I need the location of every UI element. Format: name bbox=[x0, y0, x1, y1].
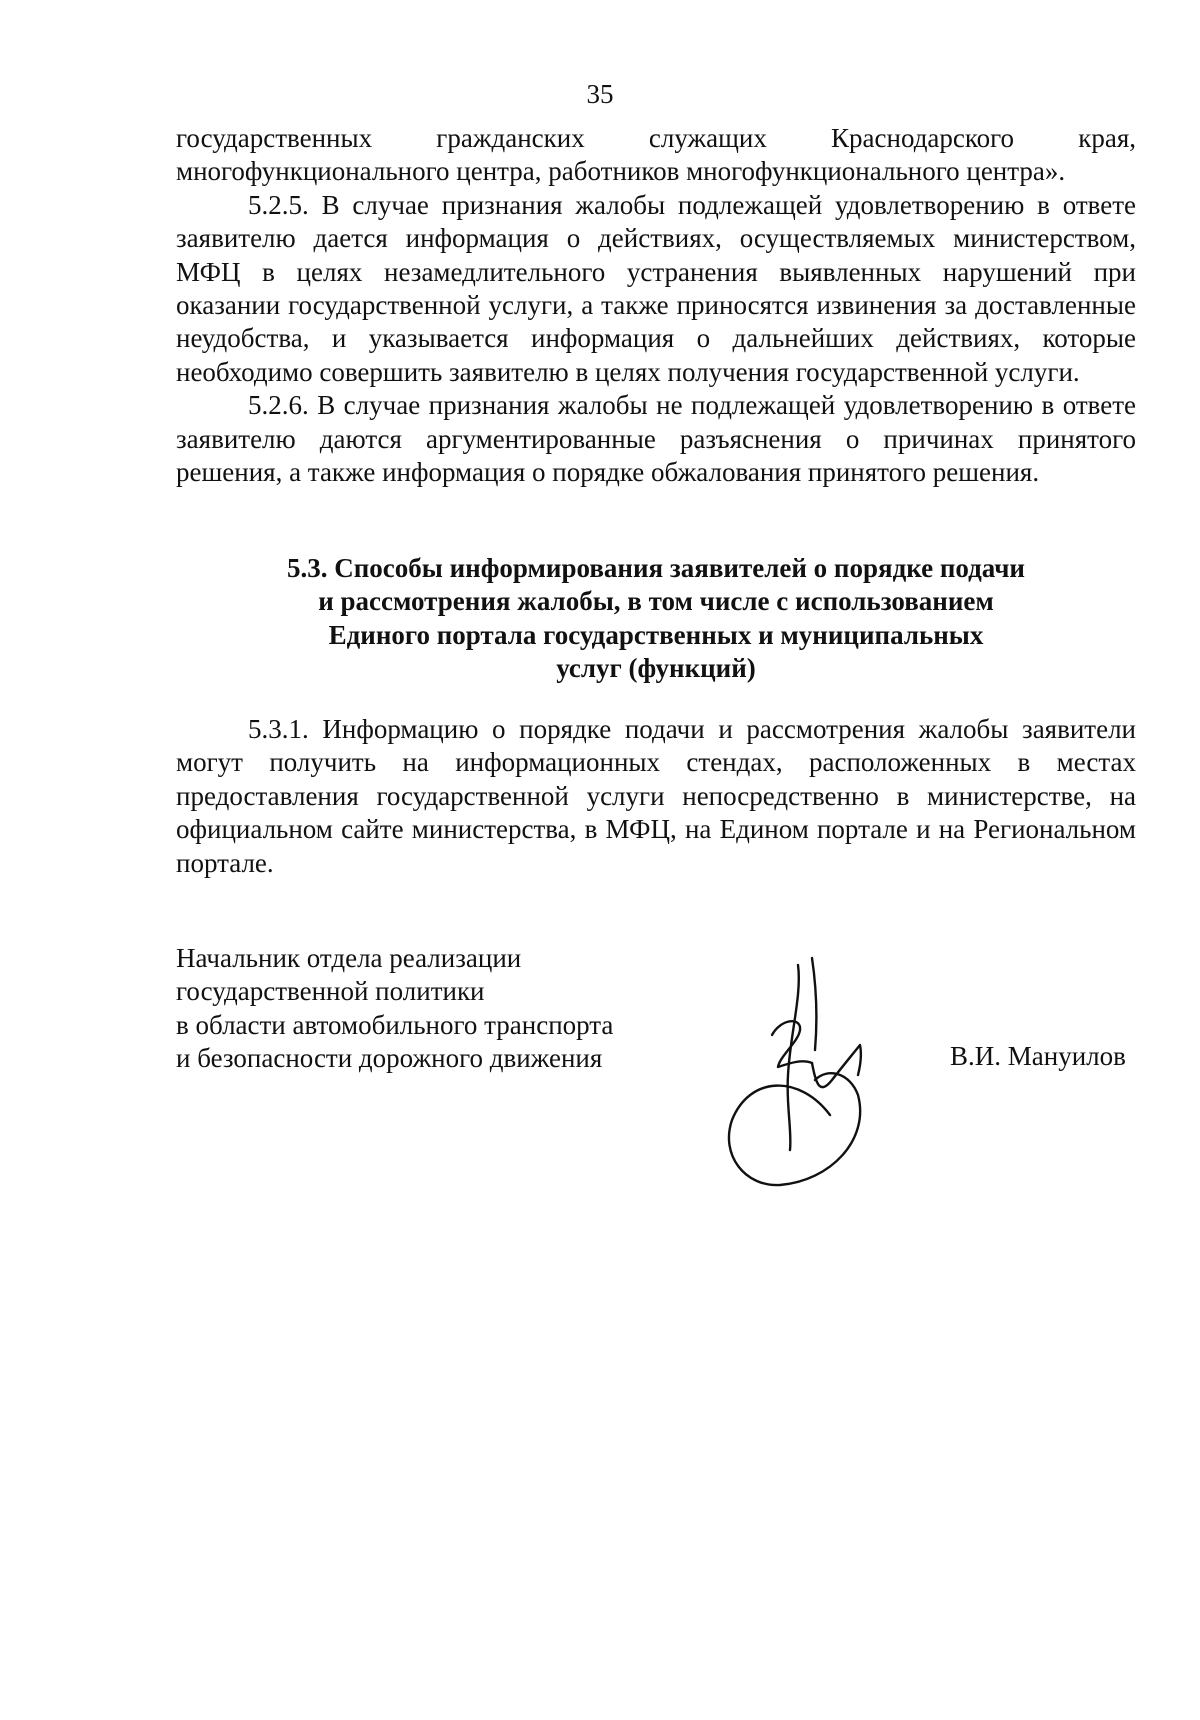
signatory-title-line: в области автомобильного транспорта bbox=[176, 1009, 614, 1040]
heading-line: услуг (функций) bbox=[556, 653, 756, 684]
signatory-title-line: и безопасности дорожного движения bbox=[176, 1043, 603, 1074]
paragraph-5-3-1: 5.3.1. Информацию о порядке подачи и рассмотрения жалобы заявители могут получить на информационных стендах, расположенных в местах предоставления государственной услуги непосредственно в министерстве, на официальном сайте министерства, в МФЦ, на Едином портале и на Региональном портале. bbox=[176, 714, 1136, 878]
signatory-name: В.И. Мануилов bbox=[950, 1041, 1126, 1071]
signatory-title bbox=[176, 942, 613, 1076]
section-text bbox=[176, 713, 1136, 880]
paragraph-continuation: государственных гражданских служащих Краснодарского края, многофункционального центра, работников многофункционального центра». bbox=[176, 123, 1136, 187]
signatory-title-line: государственной политики bbox=[176, 976, 485, 1007]
paragraph-5-2-6: 5.2.6. В случае признания жалобы не подлежащей удовлетворению в ответе заявителю даются аргументированные разъяснения о причинах принятого решения, а также информация о порядке обжалования принятого решения. bbox=[176, 390, 1136, 488]
section-heading-5-3 bbox=[176, 552, 1136, 686]
signatory-title-line: Начальник отдела реализации bbox=[176, 943, 522, 973]
heading-line: 5.3. Способы информирования заявителей о порядке подачи bbox=[287, 553, 1025, 583]
body-text bbox=[176, 122, 1136, 489]
heading-line: и рассмотрения жалобы, в том числе с использованием bbox=[318, 586, 994, 617]
heading-line: Единого портала государственных и муниципальных bbox=[328, 619, 984, 650]
handwritten-signature bbox=[720, 955, 890, 1190]
page-number: 35 bbox=[586, 79, 614, 109]
paragraph-5-2-5: 5.2.5. В случае признания жалобы подлежащей удовлетворению в ответе заявителю дается информация о действиях, осуществляемых министерством, МФЦ в целях незамедлительного устранения выявленных нарушений при оказании государственной услуги, а также приносятся извинения за доставленные неудобства, и указывается информация о дальнейших действиях, которые необходимо совершить заявителю в целях получения государственной услуги. bbox=[176, 189, 1136, 387]
